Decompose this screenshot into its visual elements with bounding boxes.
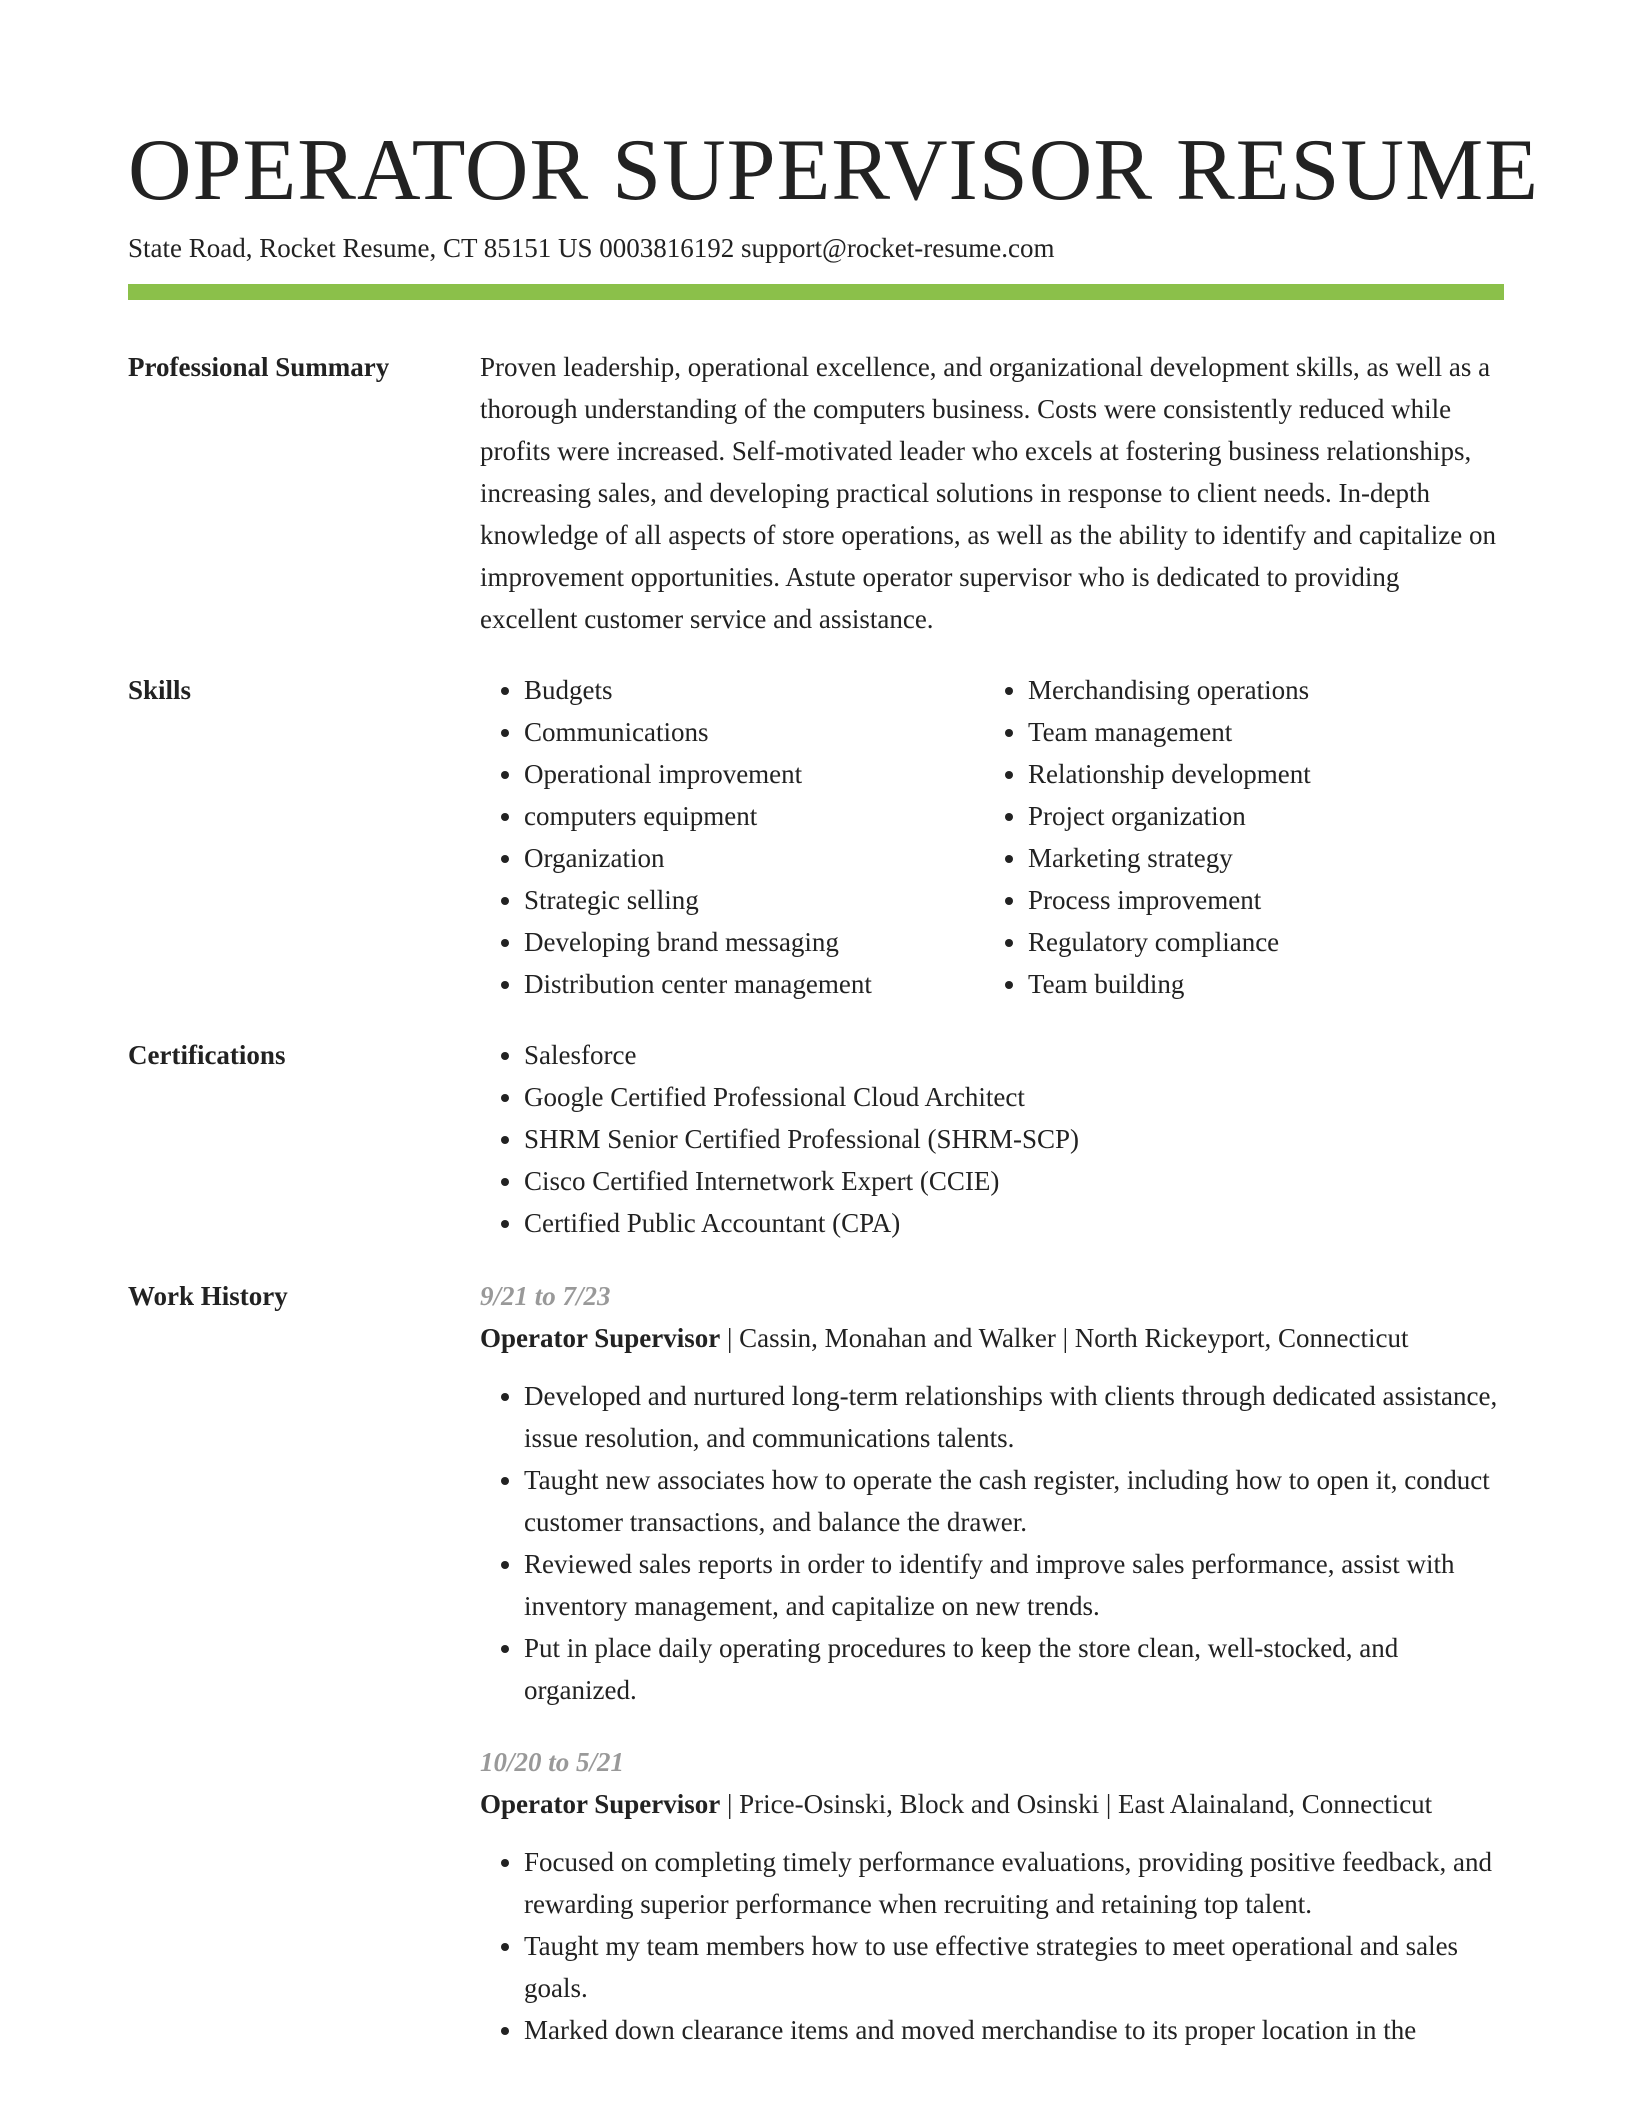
list-item: • Project organization (1028, 795, 1488, 837)
job-heading (480, 1783, 1500, 1825)
list-item: • Process improvement (1028, 879, 1488, 921)
contact-info: State Road, Rocket Resume, CT 85151 US 0003816192 support@rocket-resume.com (128, 233, 1055, 263)
certifications-label: Certifications (128, 1040, 286, 1070)
list-item: • Reviewed sales reports in order to identify and improve sales performance, assist with inventory management, and capitalize on new trends. (524, 1543, 1500, 1627)
job-details: | Cassin, Monahan and Walker | North Rickeyport, Connecticut (720, 1323, 1409, 1353)
list-item: • Taught new associates how to operate the cash register, including how to open it, conduct customer transactions, and balance the drawer. (524, 1459, 1500, 1543)
list-item: • Budgets (524, 669, 984, 711)
list-item: • Marked down clearance items and moved merchandise to its proper location in the (524, 2009, 1500, 2051)
certifications-content (480, 1034, 1500, 1244)
list-item: • Google Certified Professional Cloud Architect (524, 1076, 1500, 1118)
job-dates: 10/20 to 5/21 (480, 1747, 625, 1777)
job-title: Operator Supervisor (480, 1323, 721, 1353)
skills-list-right (984, 669, 1488, 1005)
summary-label: Professional Summary (128, 352, 390, 382)
header-divider (128, 284, 1504, 300)
skills-columns (480, 669, 1500, 1005)
list-item: • Communications (524, 711, 984, 753)
job-bullets (480, 1841, 1500, 2051)
list-item: • Strategic selling (524, 879, 984, 921)
job-dates: 9/21 to 7/23 (480, 1281, 611, 1311)
list-item: • Salesforce (524, 1034, 1500, 1076)
list-item: • Merchandising operations (1028, 669, 1488, 711)
job-details: | Price-Osinski, Block and Osinski | East Alainaland, Connecticut (720, 1789, 1433, 1819)
list-item: • computers equipment (524, 795, 984, 837)
list-item: • Taught my team members how to use effective strategies to meet operational and sales goals. (524, 1925, 1500, 2009)
list-item: • Distribution center management (524, 963, 984, 1005)
job-title: Operator Supervisor (480, 1789, 721, 1819)
job-heading (480, 1317, 1500, 1359)
list-item: • Team management (1028, 711, 1488, 753)
job-entry (480, 1741, 1500, 2051)
list-item: • Regulatory compliance (1028, 921, 1488, 963)
list-item: • Certified Public Accountant (CPA) (524, 1202, 1500, 1244)
work-history-label: Work History (128, 1281, 288, 1311)
list-item: • Marketing strategy (1028, 837, 1488, 879)
skills-label: Skills (128, 675, 192, 705)
work-history-content (480, 1275, 1500, 2051)
skills-list-left (480, 669, 984, 1005)
certifications-list (480, 1034, 1500, 1244)
list-item: • Operational improvement (524, 753, 984, 795)
job-entry (480, 1275, 1500, 1711)
list-item: • Put in place daily operating procedures to keep the store clean, well-stocked, and organized. (524, 1627, 1500, 1711)
summary-text: Proven leadership, operational excellence, and organizational development skills, as well as a thorough understanding of the computers business. Costs were consistently reduced while profits were increased. Self-motivated leader who excels at fostering business relationships, increasing sales, and developing practical solutions in response to client needs. In-depth knowledge of all aspects of store operations, as well as the ability to identify and capitalize on improvement opportunities. Astute operator supervisor who is dedicated to providing excellent customer service and assistance. (480, 352, 1496, 634)
list-item: • Team building (1028, 963, 1488, 1005)
list-item: • Focused on completing timely performance evaluations, providing positive feedback, and rewarding superior performance when recruiting and retaining top talent. (524, 1841, 1500, 1925)
list-item: • Developed and nurtured long-term relationships with clients through dedicated assistance, issue resolution, and communications talents. (524, 1375, 1500, 1459)
list-item: • Organization (524, 837, 984, 879)
job-bullets (480, 1375, 1500, 1711)
page-title: OPERATOR SUPERVISOR RESUME (128, 122, 1539, 219)
list-item: • SHRM Senior Certified Professional (SHRM-SCP) (524, 1118, 1500, 1160)
list-item: • Developing brand messaging (524, 921, 984, 963)
list-item: • Cisco Certified Internetwork Expert (CCIE) (524, 1160, 1500, 1202)
list-item: • Relationship development (1028, 753, 1488, 795)
